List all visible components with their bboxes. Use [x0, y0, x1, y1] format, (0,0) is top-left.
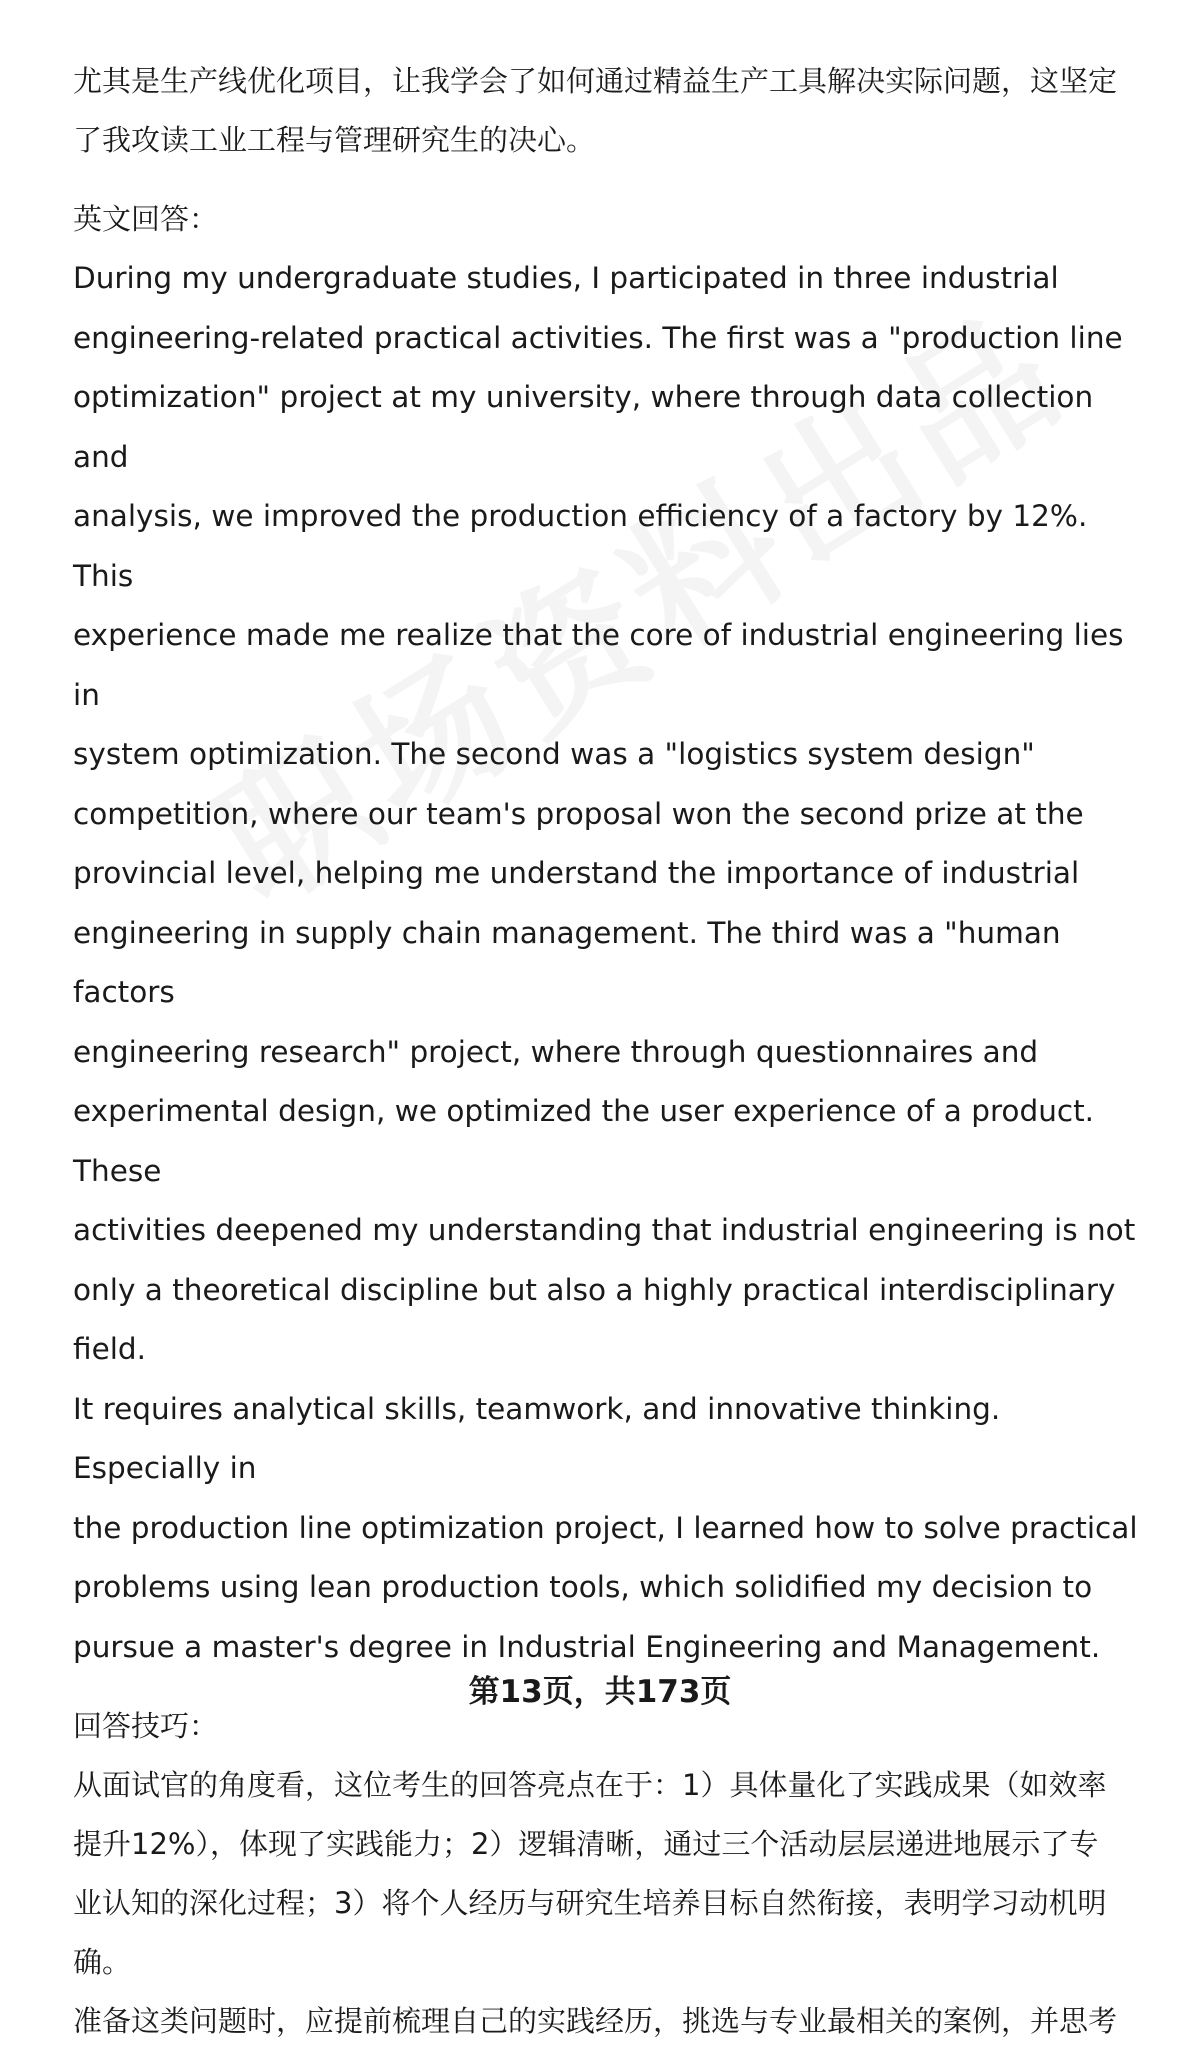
- text-line: engineering in supply chain management. The third was a "human factors: [73, 915, 1061, 1009]
- text-line: It requires analytical skills, teamwork, and innovative thinking. Especially in: [73, 1391, 1001, 1485]
- text-line: provincial level, helping me understand the importance of industrial: [73, 856, 1080, 890]
- text-line: problems using lean production tools, which solidified my decision to: [73, 1570, 1093, 1604]
- page-content: [73, 52, 1153, 2051]
- page-number-footer: 第13页，共173页: [468, 1674, 732, 1710]
- english-answer-label: 英文回答：: [73, 202, 219, 236]
- text-line: engineering-related practical activities. The first was a "production line: [73, 320, 1123, 355]
- text-line: experimental design, we optimized the user experience of a product. These: [73, 1094, 1095, 1188]
- text-line: During my undergraduate studies, I participated in three industrial: [73, 261, 1059, 295]
- text-line: system optimization. The second was a "logistics system design": [73, 737, 1035, 771]
- text-line: optimization" project at my university, where through data collection and: [73, 380, 1094, 474]
- top-paragraph: [73, 52, 1153, 170]
- text-line: 尤其是生产线优化项目，让我学会了如何通过精益生产工具解决实际问题，这坚定: [73, 64, 1118, 98]
- text-line: 了我攻读工业工程与管理研究生的决心。: [73, 123, 596, 157]
- text-line: only a theoretical discipline but also a highly practical interdisciplinary field.: [73, 1272, 1116, 1366]
- text-line: analysis, we improved the production efficiency of a factory by 12%. This: [73, 499, 1088, 593]
- text-line: engineering research" project, where through questionnaires and: [73, 1034, 1039, 1069]
- text-line: 准备这类问题时，应提前梳理自己的实践经历，挑选与专业最相关的案例，并思考: [73, 2004, 1118, 2038]
- text-line: pursue a master's degree in Industrial Engineering and Management.: [73, 1629, 1101, 1664]
- text-line: 确。: [73, 1945, 132, 1979]
- text-line: competition, where our team's proposal won the second prize at the: [73, 796, 1084, 831]
- text-line: activities deepened my understanding that industrial engineering is not: [73, 1213, 1136, 1247]
- text-line: 业认知的深化过程；3）将个人经历与研究生培养目标自然衔接，表明学习动机明: [73, 1886, 1107, 1920]
- text-line: 提升12%），体现了实践能力；2）逻辑清晰，通过三个活动层层递进地展示了专: [73, 1827, 1099, 1861]
- tips-paragraph-2: [73, 1992, 1153, 2051]
- tips-paragraph-1: [73, 1756, 1153, 1992]
- english-answer: [73, 249, 1153, 1677]
- text-line: the production line optimization project, I learned how to solve practical: [73, 1510, 1138, 1545]
- text-line: experience made me realize that the core of industrial engineering lies in: [73, 618, 1124, 712]
- text-line: 从面试官的角度看，这位考生的回答亮点在于：1）具体量化了实践成果（如效率: [73, 1768, 1107, 1802]
- tips-label: 回答技巧：: [73, 1709, 219, 1743]
